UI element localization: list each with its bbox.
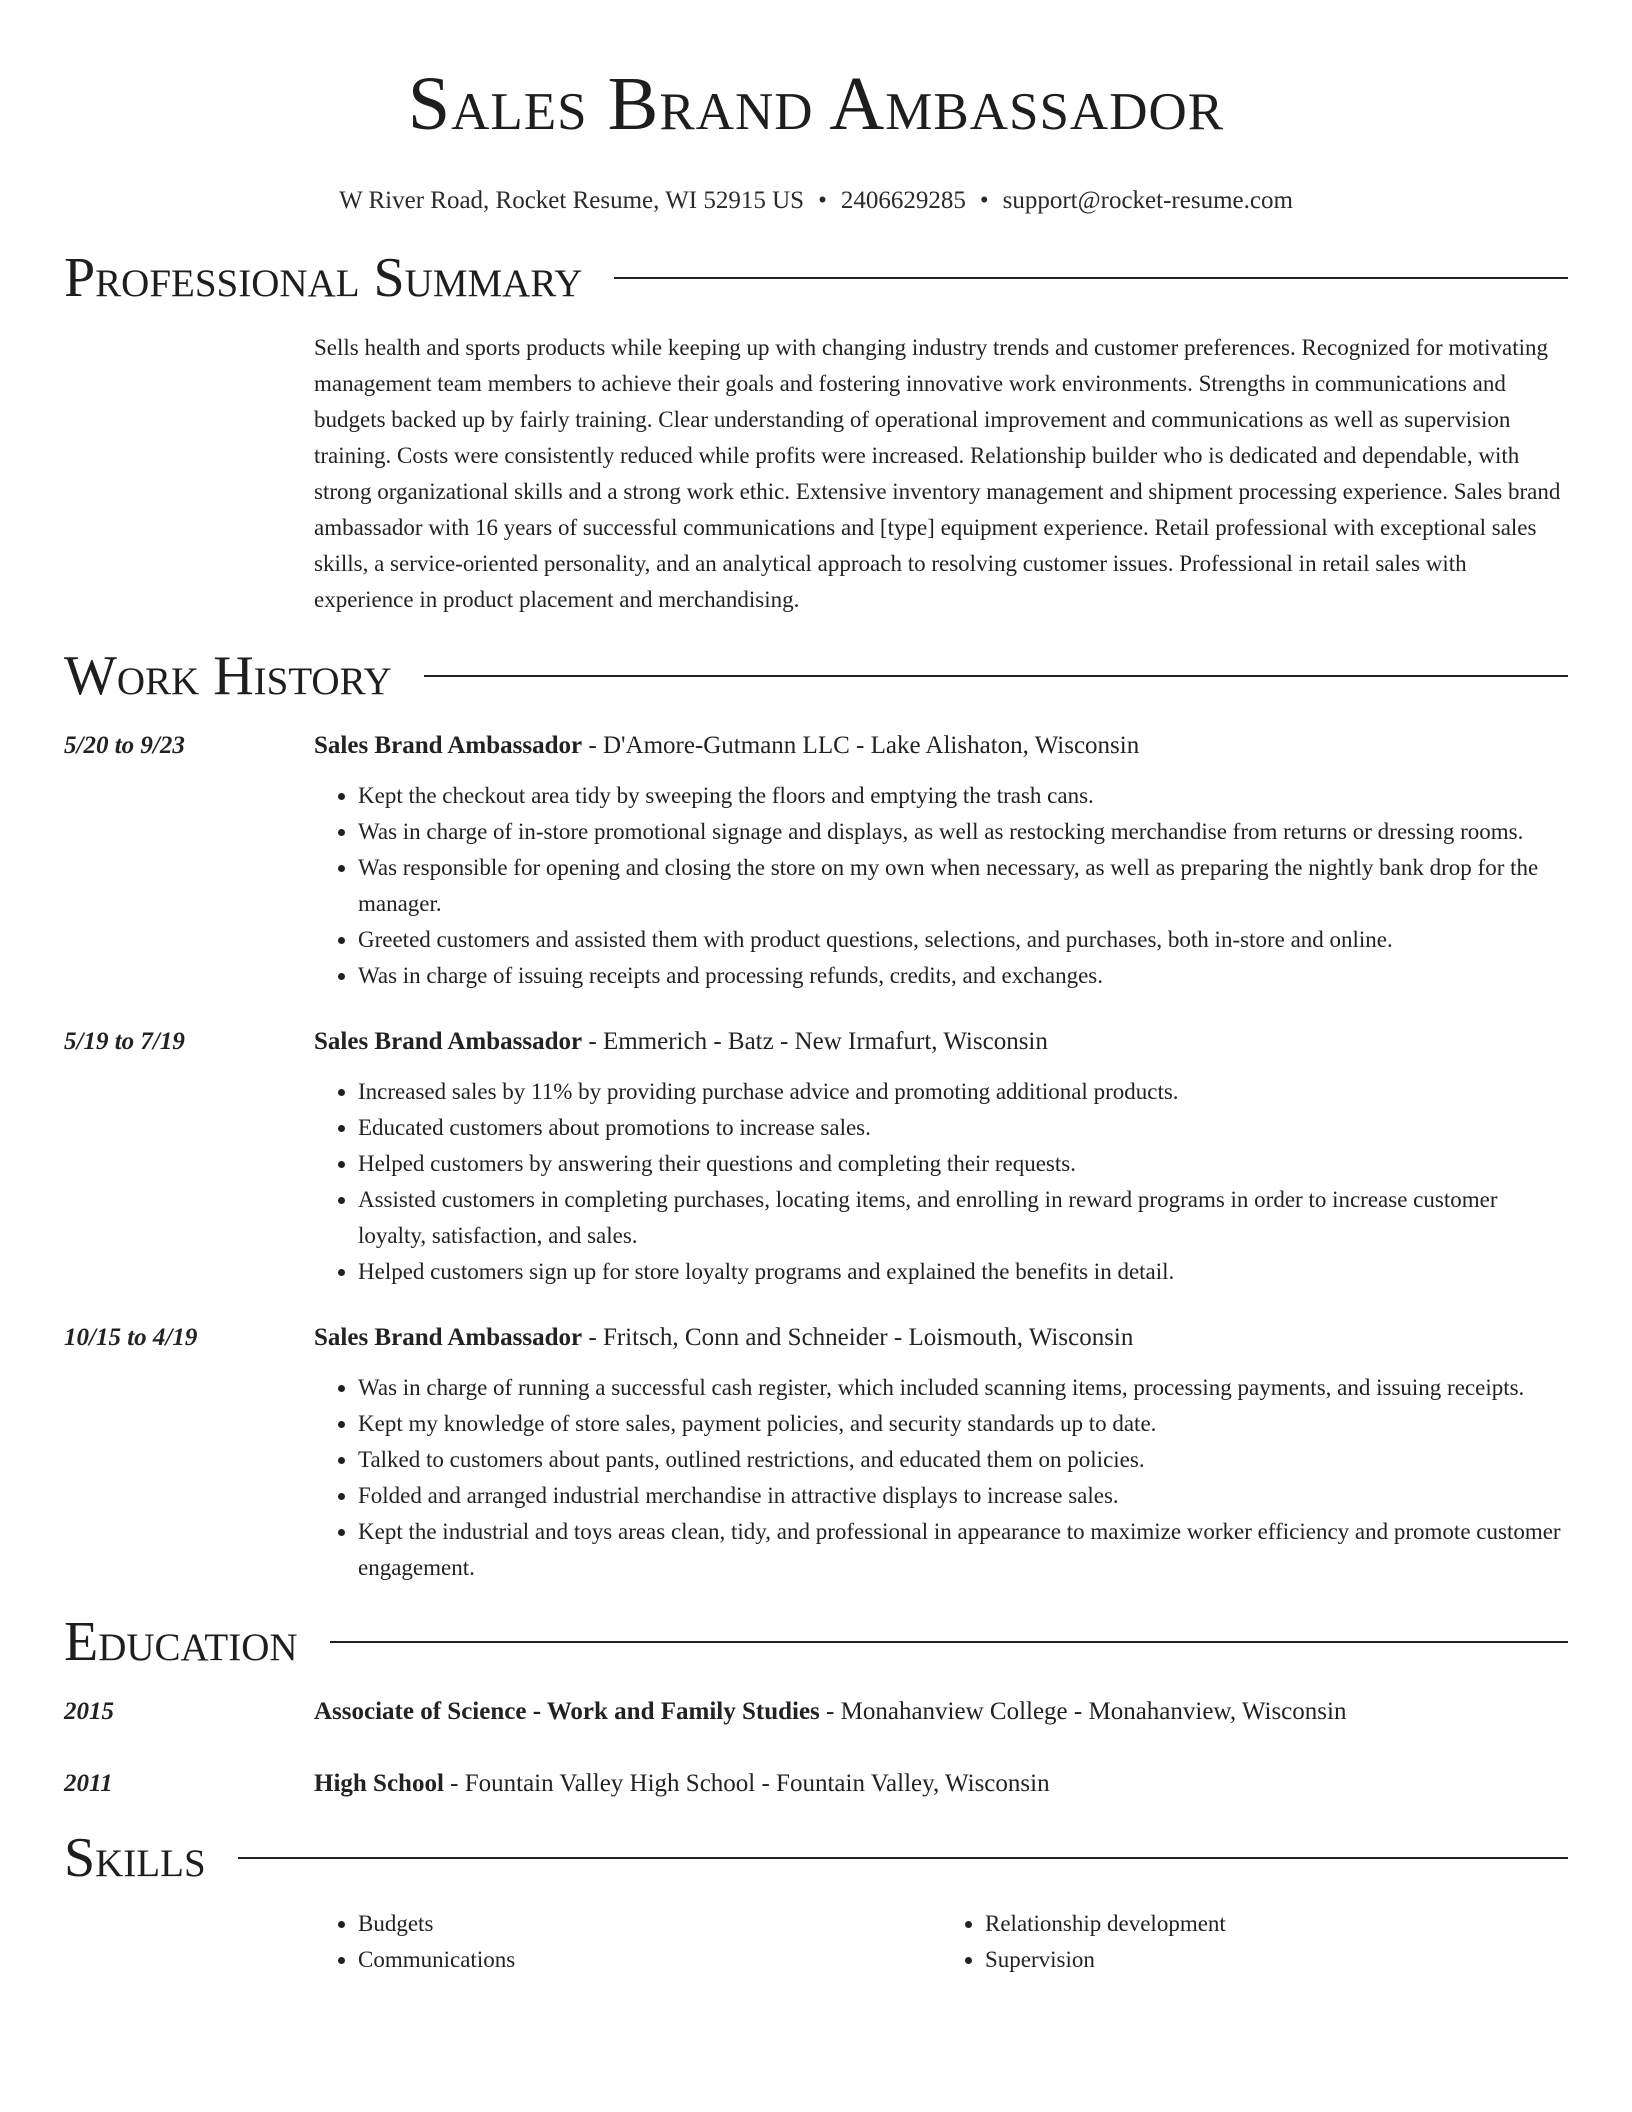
job-bullet: • Educated customers about promotions to increase sales. xyxy=(358,1110,1568,1146)
job-dates: 10/15 to 4/19 xyxy=(64,1324,198,1351)
job-bullet: • Helped customers sign up for store loyalty programs and explained the benefits in detail. xyxy=(358,1254,1568,1290)
education-list xyxy=(64,1694,1568,1802)
job-bullet: • Was in charge of running a successful cash register, which included scanning items, processing payments, and issuing receipts. xyxy=(358,1370,1568,1406)
job-dates: 5/20 to 9/23 xyxy=(64,732,185,759)
job-bullet: • Was in charge of in-store promotional signage and displays, as well as restocking merchandise from returns or dressing rooms. xyxy=(358,814,1568,850)
job-body xyxy=(314,728,1568,994)
resume-name: Sales Brand Ambassador xyxy=(407,62,1225,146)
education-school: - Monahanview College - Monahanview, Wisconsin xyxy=(819,1698,1347,1725)
contact-separator: • xyxy=(979,187,989,214)
job-employer: - Fritsch, Conn and Schneider - Loismouth, Wisconsin xyxy=(582,1324,1134,1351)
skills-list-right xyxy=(941,1906,1568,1978)
summary-row xyxy=(64,330,1568,618)
skill-item: • Budgets xyxy=(358,1906,941,1942)
job-bullets xyxy=(314,778,1568,994)
section-divider xyxy=(330,1641,1568,1643)
education-body xyxy=(314,1766,1568,1802)
job-entry xyxy=(64,728,1568,994)
skill-item: • Supervision xyxy=(985,1942,1568,1978)
job-list xyxy=(64,728,1568,1586)
summary-spacer xyxy=(64,330,314,618)
education-degree: Associate of Science - Work and Family Studies xyxy=(314,1698,820,1725)
education-year: 2015 xyxy=(64,1698,114,1725)
contact-address: W River Road, Rocket Resume, WI 52915 US xyxy=(339,187,805,214)
contact-separator: • xyxy=(818,187,827,214)
job-title: Sales Brand Ambassador xyxy=(314,732,583,759)
job-bullet: • Talked to customers about pants, outlined restrictions, and educated them on policies. xyxy=(358,1442,1568,1478)
job-bullet: • Increased sales by 11% by providing purchase advice and promoting additional products. xyxy=(358,1074,1568,1110)
job-header xyxy=(314,728,1568,764)
contact-line xyxy=(64,184,1568,218)
job-bullet: • Folded and arranged industrial merchandise in attractive displays to increase sales. xyxy=(358,1478,1568,1514)
work-section-header xyxy=(64,644,1568,708)
education-body xyxy=(314,1694,1568,1730)
skills-list-left xyxy=(314,1906,941,1978)
skills-spacer xyxy=(64,1906,314,1978)
job-bullet: • Kept the industrial and toys areas clean, tidy, and professional in appearance to maximize worker efficiency and promote customer engagement. xyxy=(358,1514,1568,1586)
job-bullet: • Was responsible for opening and closing the store on my own when necessary, as well as preparing the nightly bank drop for the manager. xyxy=(358,850,1568,922)
job-title: Sales Brand Ambassador xyxy=(314,1028,583,1055)
job-bullets xyxy=(314,1370,1568,1586)
skill-item: • Relationship development xyxy=(985,1906,1568,1942)
education-heading: Education xyxy=(64,1611,298,1673)
education-year: 2011 xyxy=(64,1770,113,1797)
job-title: Sales Brand Ambassador xyxy=(314,1324,583,1351)
job-employer: - Emmerich - Batz - New Irmafurt, Wisconsin xyxy=(582,1028,1048,1055)
summary-section-header xyxy=(64,246,1568,310)
section-divider xyxy=(424,675,1568,677)
summary-text: Sells health and sports products while keeping up with changing industry trends and customer preferences. Recognized for motivating management team members to achieve their goals and fostering innovative work environments. Strengths in communications and budgets backed up by fairly training. Clear understanding of operational improvement and communications as well as supervision training. Costs were consistently reduced while profits were increased. Relationship builder who is dedicated and dependable, with strong organizational skills and a strong work ethic. Extensive inventory management and shipment processing experience. Sales brand ambassador with 16 years of successful communications and [type] equipment experience. Retail professional with exceptional sales skills, a service-oriented personality, and an analytical approach to resolving customer issues. Professional in retail sales with experience in product placement and merchandising. xyxy=(314,335,1561,612)
job-bullet: • Was in charge of issuing receipts and processing refunds, credits, and exchanges. xyxy=(358,958,1568,994)
education-entry xyxy=(64,1766,1568,1802)
job-header xyxy=(314,1320,1568,1356)
job-entry xyxy=(64,1320,1568,1586)
skill-item: • Communications xyxy=(358,1942,941,1978)
section-divider xyxy=(614,277,1568,279)
section-divider xyxy=(238,1857,1568,1859)
summary-heading: Professional Summary xyxy=(64,247,583,309)
job-bullet: • Greeted customers and assisted them with product questions, selections, and purchases, both in-store and online. xyxy=(358,922,1568,958)
education-school: - Fountain Valley High School - Fountain Valley, Wisconsin xyxy=(443,1770,1050,1797)
education-entry xyxy=(64,1694,1568,1730)
job-body xyxy=(314,1320,1568,1586)
skills-row xyxy=(64,1906,1568,1978)
job-bullet: • Kept the checkout area tidy by sweeping the floors and emptying the trash cans. xyxy=(358,778,1568,814)
education-degree: High School xyxy=(314,1770,444,1797)
job-employer: - D'Amore-Gutmann LLC - Lake Alishaton, Wisconsin xyxy=(582,732,1140,759)
skills-columns xyxy=(314,1906,1568,1978)
job-bullets xyxy=(314,1074,1568,1290)
contact-email: support@rocket-resume.com xyxy=(1002,187,1293,214)
work-heading: Work History xyxy=(64,645,392,707)
education-section-header xyxy=(64,1610,1568,1674)
job-bullet: • Helped customers by answering their questions and completing their requests. xyxy=(358,1146,1568,1182)
job-dates: 5/19 to 7/19 xyxy=(64,1028,185,1055)
contact-phone: 2406629285 xyxy=(840,187,966,214)
skills-section-header xyxy=(64,1826,1568,1890)
job-header xyxy=(314,1024,1568,1060)
job-body xyxy=(314,1024,1568,1290)
skills-heading: Skills xyxy=(64,1827,206,1889)
job-entry xyxy=(64,1024,1568,1290)
job-bullet: • Assisted customers in completing purchases, locating items, and enrolling in reward programs in order to increase customer loyalty, satisfaction, and sales. xyxy=(358,1182,1568,1254)
job-bullet: • Kept my knowledge of store sales, payment policies, and security standards up to date. xyxy=(358,1406,1568,1442)
